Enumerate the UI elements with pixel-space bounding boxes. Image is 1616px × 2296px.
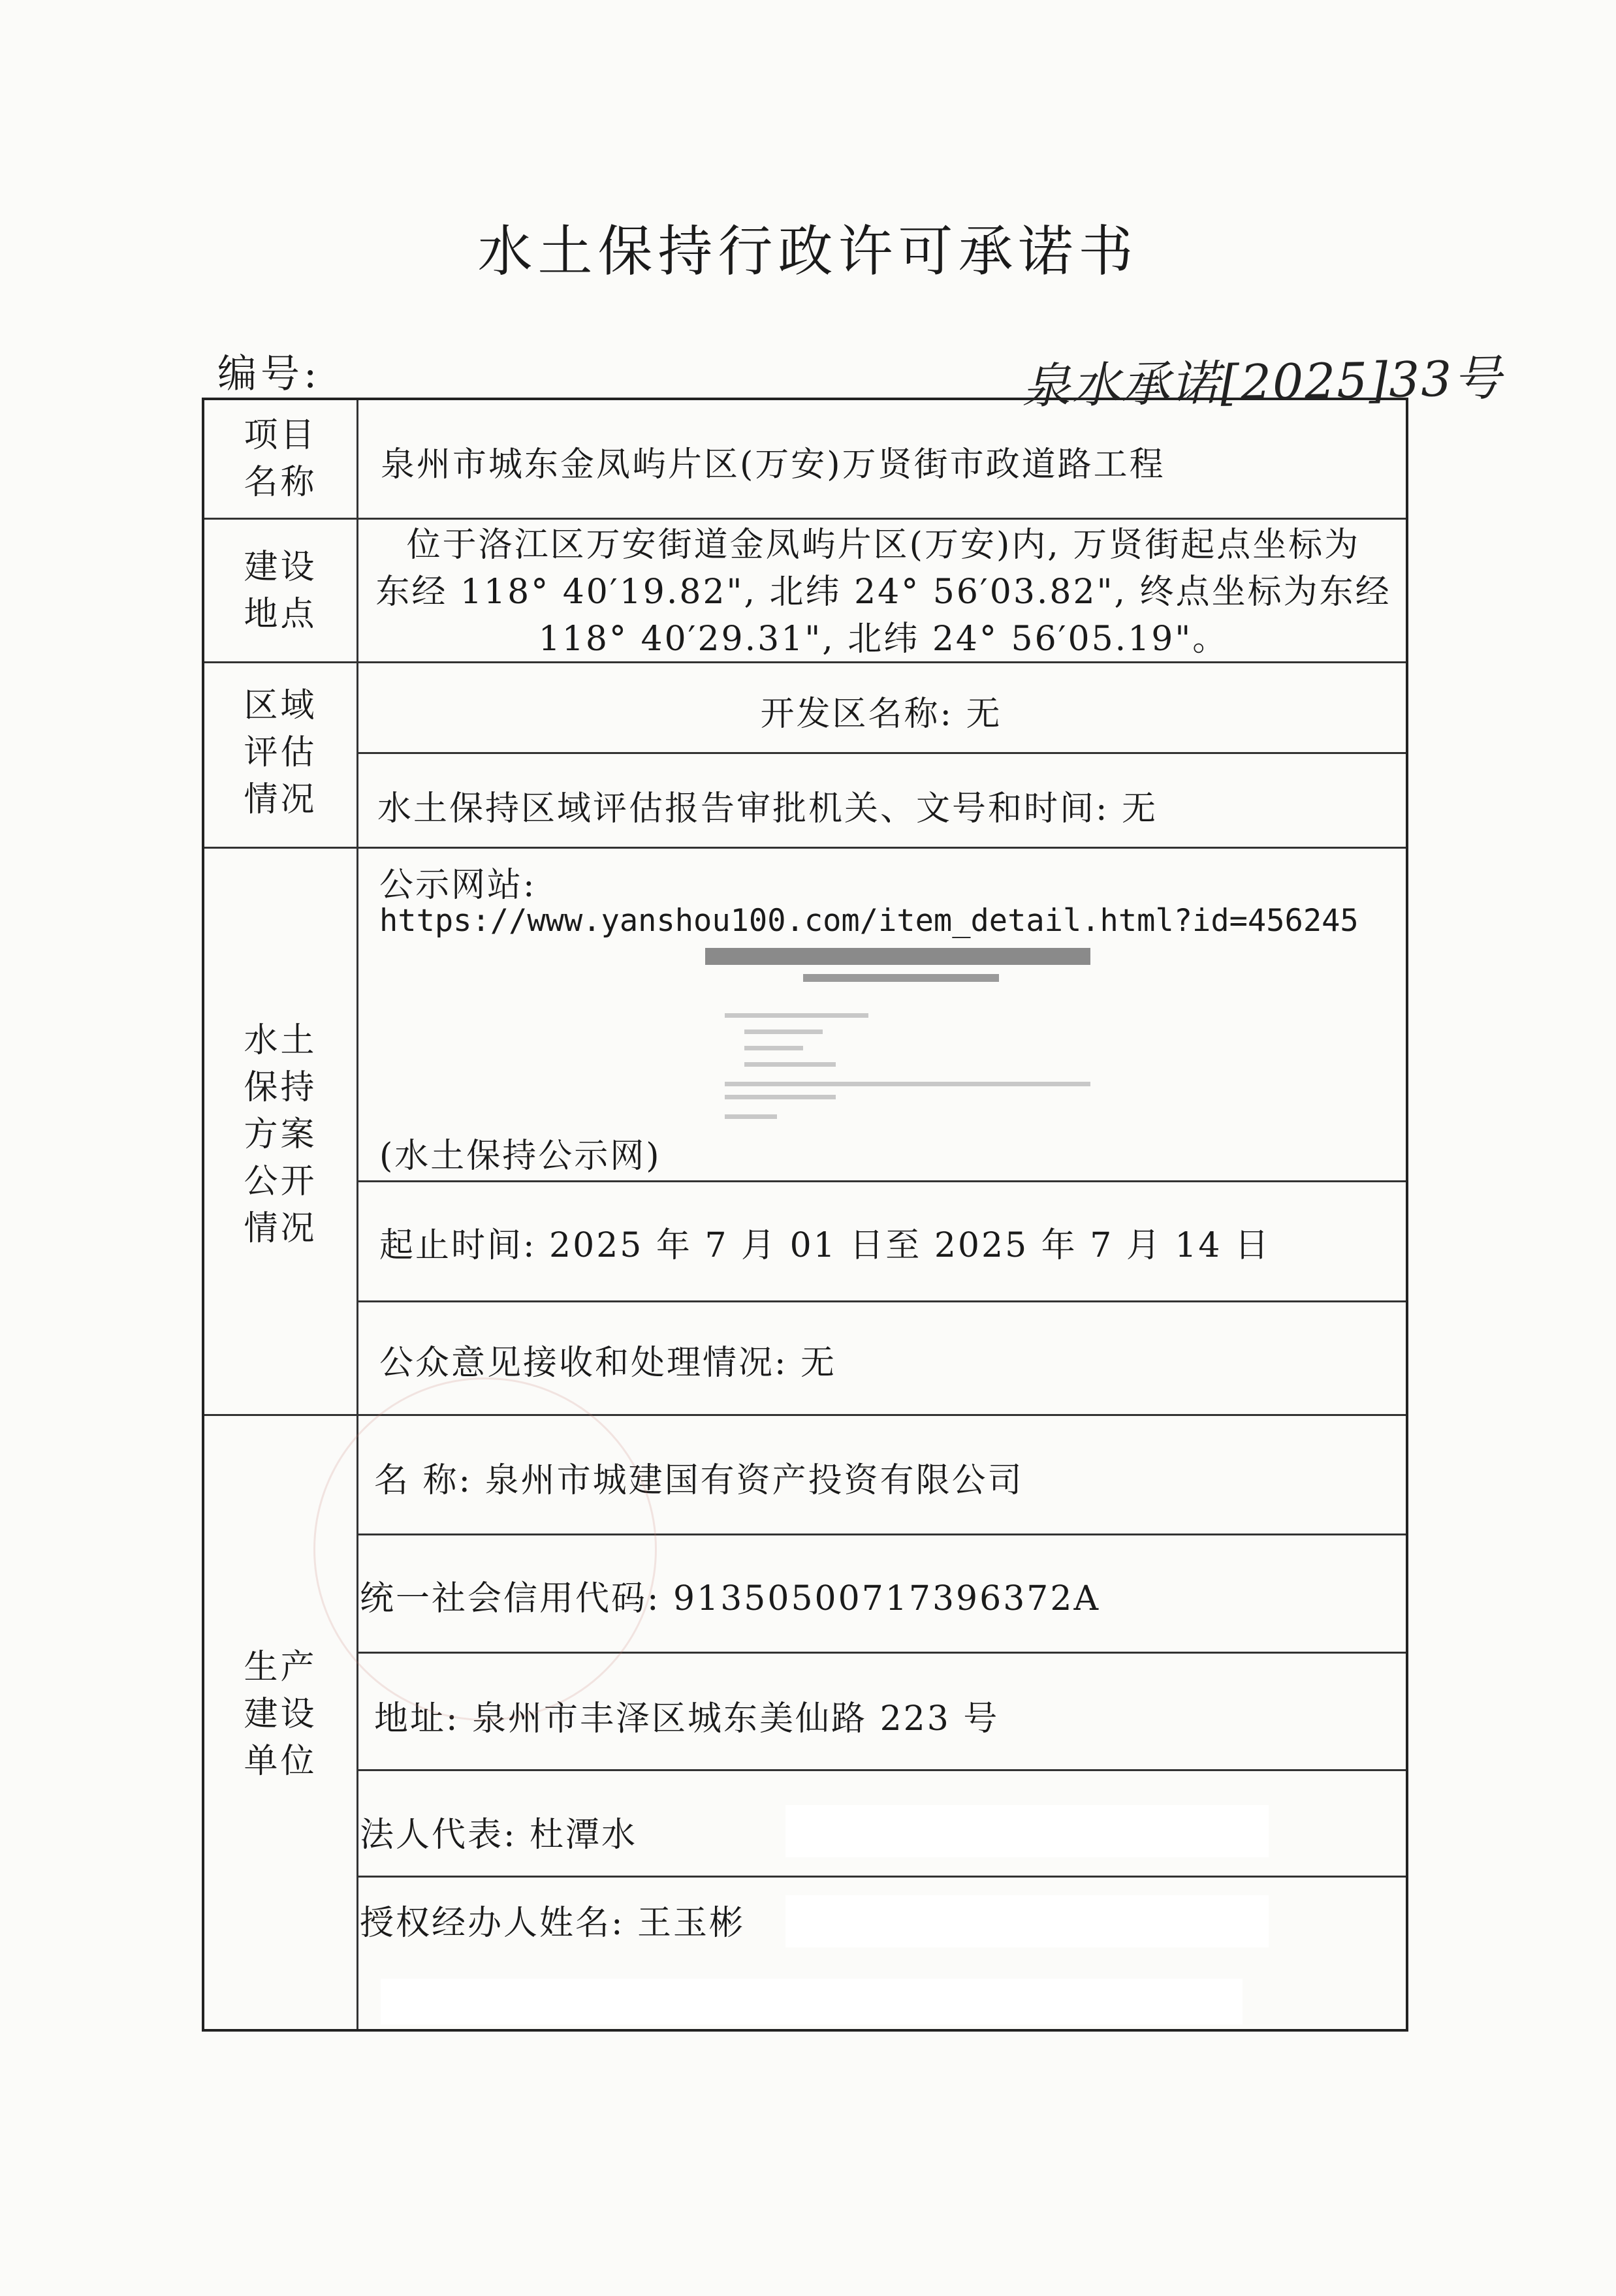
redacted-region [381,1979,1243,2024]
dev-zone-name: 开发区名称: 无 [760,695,1002,734]
thumbnail-text-line [744,1030,823,1034]
subrow-divider [356,1180,1406,1182]
project-name-label: 项目 名称 [244,416,317,502]
column-divider [356,400,358,2029]
thumbnail-text-line [725,1095,836,1099]
thumbnail-title-line [803,974,999,982]
thumbnail-header-bar [705,948,1090,965]
disclosure-label: 水土 保持 方案 公开 情况 [244,1021,317,1248]
location-label: 建设 地点 [244,548,317,634]
handwritten-number: 泉水承诺[2025]33号 [1021,350,1504,415]
unit-legal-representative: 法人代表: 杜潭水 [360,1816,638,1855]
unit-address: 地址: 泉州市丰泽区城东美仙路 223 号 [374,1699,1000,1738]
unit-name: 名 称: 泉州市城建国有资产投资有限公司 [374,1461,1024,1500]
unit-credit-code: 统一社会信用代码: 91350500717396372A [360,1579,1101,1618]
disclosure-site-name: (水土保持公示网) [379,1137,661,1176]
subrow-divider [356,1769,1406,1771]
thumbnail-text-line [744,1046,803,1050]
number-label: 编号: [217,351,321,397]
construction-unit-label: 生产 建设 单位 [244,1648,317,1781]
disclosure-url: https://www.yanshou100.com/item_detail.html?id=456245 [379,903,1359,939]
location-value: 位于洛江区万安街道金凤屿片区(万安)内, 万贤街起点坐标为 东经 118° 40′19.82", 北纬 24° 56′03.82", 终点坐标为东经 118° 40′29.31", 北纬 24° 56′05.19"。 [375,526,1391,659]
commitment-form-table [202,398,1408,2032]
region-approval-info: 水土保持区域评估报告审批机关、文号和时间: 无 [377,789,1158,828]
thumbnail-text-line [744,1062,836,1067]
thumbnail-text-line [725,1114,777,1119]
row-divider [204,847,1406,849]
region-evaluation-label: 区域 评估 情况 [244,686,317,819]
subrow-divider [356,752,1406,754]
document-title: 水土保持行政许可承诺书 [477,219,1139,283]
thumbnail-text-line [725,1013,868,1018]
disclosure-period: 起止时间: 2025 年 7 月 01 日至 2025 年 7 月 14 日 [379,1226,1271,1265]
project-name-value: 泉州市城东金凤屿片区(万安)万贤街市政道路工程 [381,445,1165,484]
subrow-divider [356,1300,1406,1302]
subrow-divider [356,1876,1406,1878]
unit-authorized-agent: 授权经办人姓名: 王玉彬 [360,1904,746,1943]
redacted-region [785,1805,1269,1857]
website-screenshot-thumbnail [705,948,1090,1137]
thumbnail-text-line [725,1082,1090,1086]
faded-seal [313,1377,657,1721]
website-label: 公示网站: [379,866,537,905]
redacted-region [785,1895,1269,1947]
row-divider [204,518,1406,520]
public-feedback: 公众意见接收和处理情况: 无 [379,1344,837,1383]
